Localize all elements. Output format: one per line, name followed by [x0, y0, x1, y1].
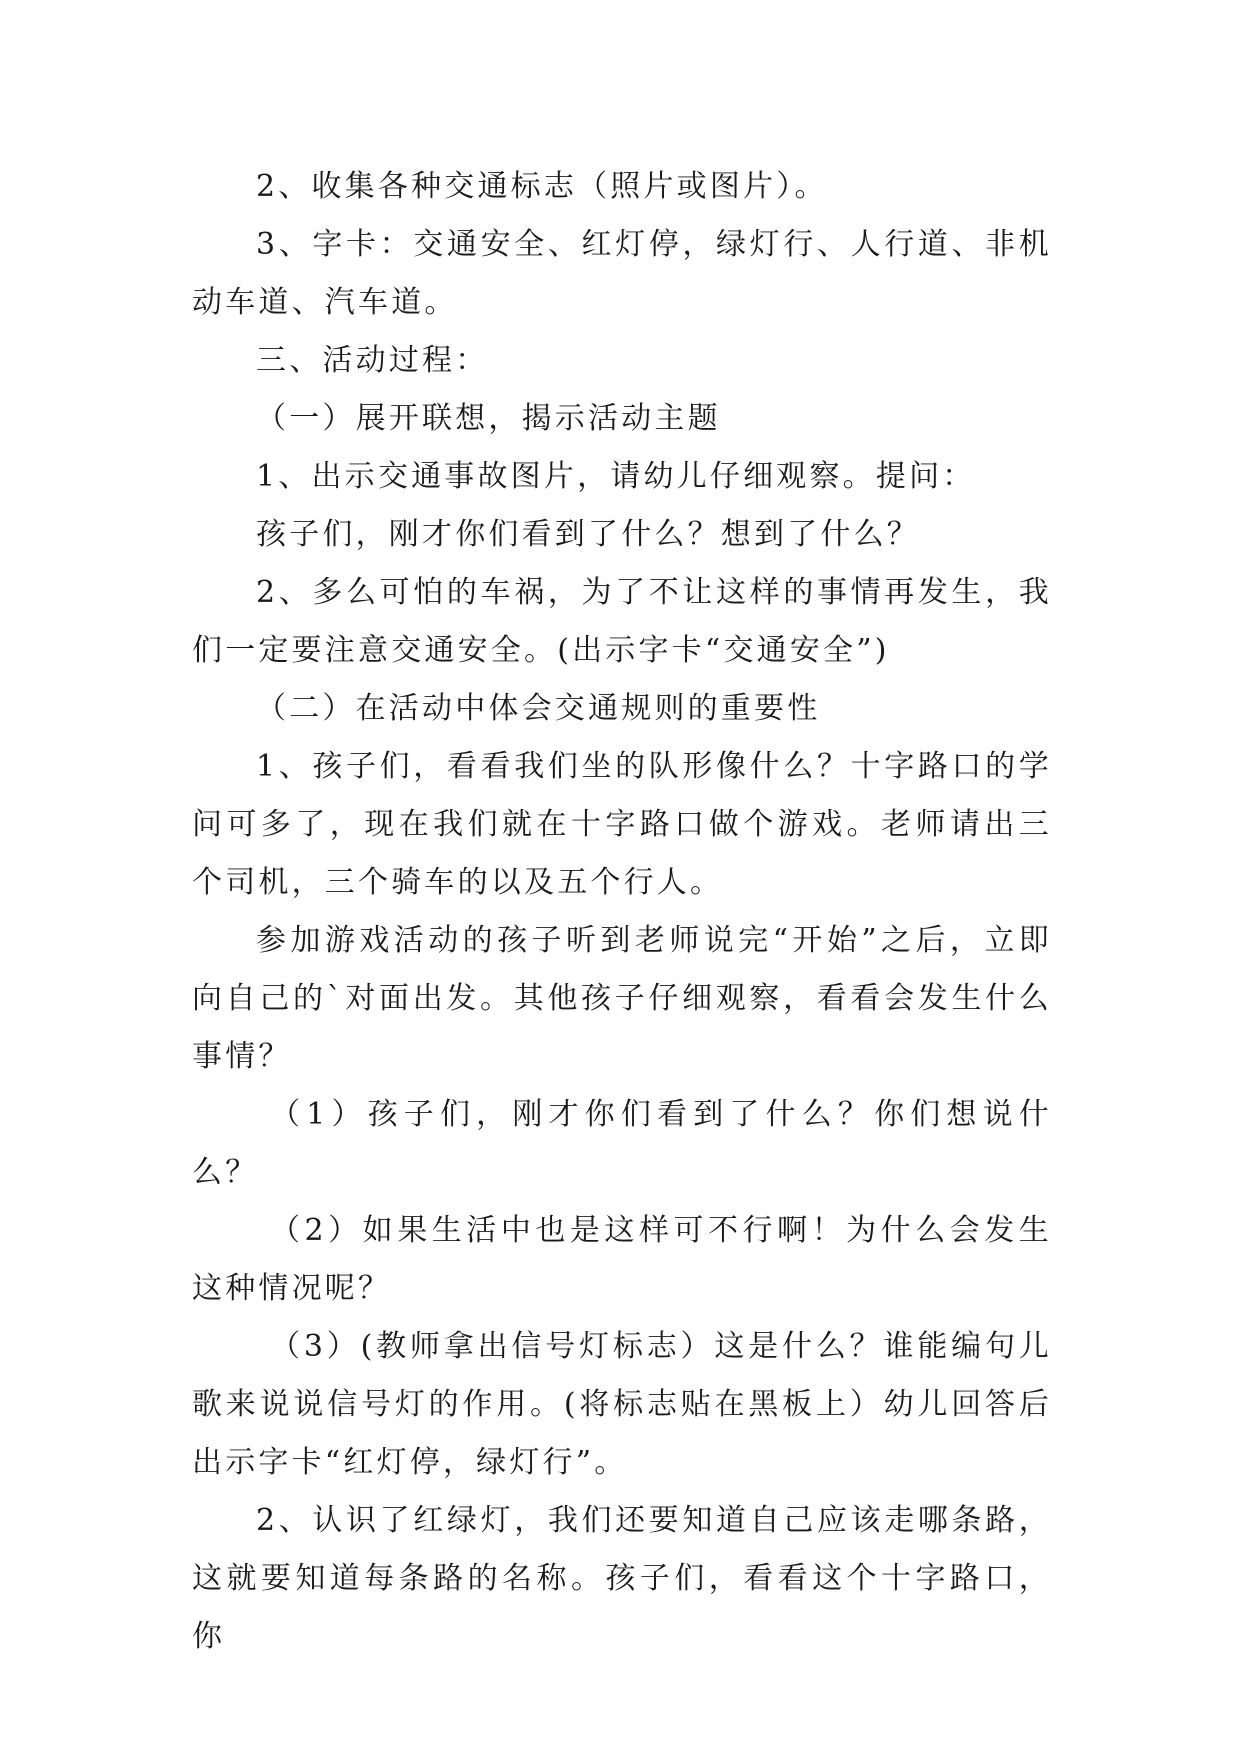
paragraph-part-1-question: 孩子们，刚才你们看到了什么？想到了什么？ — [256, 517, 920, 552]
paragraph-part-2-q3: （3）(教师拿出信号灯标志）这是什么？谁能编句儿歌来说说信号灯的作用。(将标志贴在黑板上）幼儿回答后出示字卡“红灯停，绿灯行”。 — [192, 1329, 1052, 1480]
paragraph-part-2-q2: （2）如果生活中也是这样可不行啊！为什么会发生这种情况呢？ — [192, 1213, 1052, 1306]
paragraph-part-1-step-2: 2、多么可怕的车祸，为了不让这样的事情再发生，我们一定要注意交通安全。(出示字卡“交通安全”) — [192, 575, 1052, 668]
paragraph-part-2-step-1: 1、孩子们，看看我们坐的队形像什么？十字路口的学问可多了，现在我们就在十字路口做个游戏。老师请出三个司机，三个骑车的以及五个行人。 — [192, 749, 1052, 900]
paragraph-materials-3: 3、字卡：交通安全、红灯停，绿灯行、人行道、非机动车道、汽车道。 — [192, 227, 1052, 320]
part-1-heading: （一）展开联想，揭示活动主题 — [256, 401, 721, 436]
paragraph-part-2-game: 参加游戏活动的孩子听到老师说完“开始”之后，立即向自己的`对面出发。其他孩子仔细观察，看看会发生什么事情？ — [192, 923, 1052, 1074]
paragraph-materials-2: 2、收集各种交通标志（照片或图片）。 — [256, 169, 828, 204]
paragraph-part-1-step-1: 1、出示交通事故图片，请幼儿仔细观察。提问： — [256, 459, 976, 494]
paragraph-part-2-q1: （1）孩子们，刚才你们看到了什么？你们想说什么？ — [192, 1097, 1052, 1190]
paragraph-part-2-step-2: 2、认识了红绿灯，我们还要知道自己应该走哪条路，这就要知道每条路的名称。孩子们，看看这个十字路口，你 — [192, 1503, 1052, 1654]
section-heading-activity-process: 三、活动过程： — [256, 343, 489, 378]
document-body — [192, 158, 1052, 1666]
part-2-heading: （二）在活动中体会交通规则的重要性 — [256, 691, 821, 726]
